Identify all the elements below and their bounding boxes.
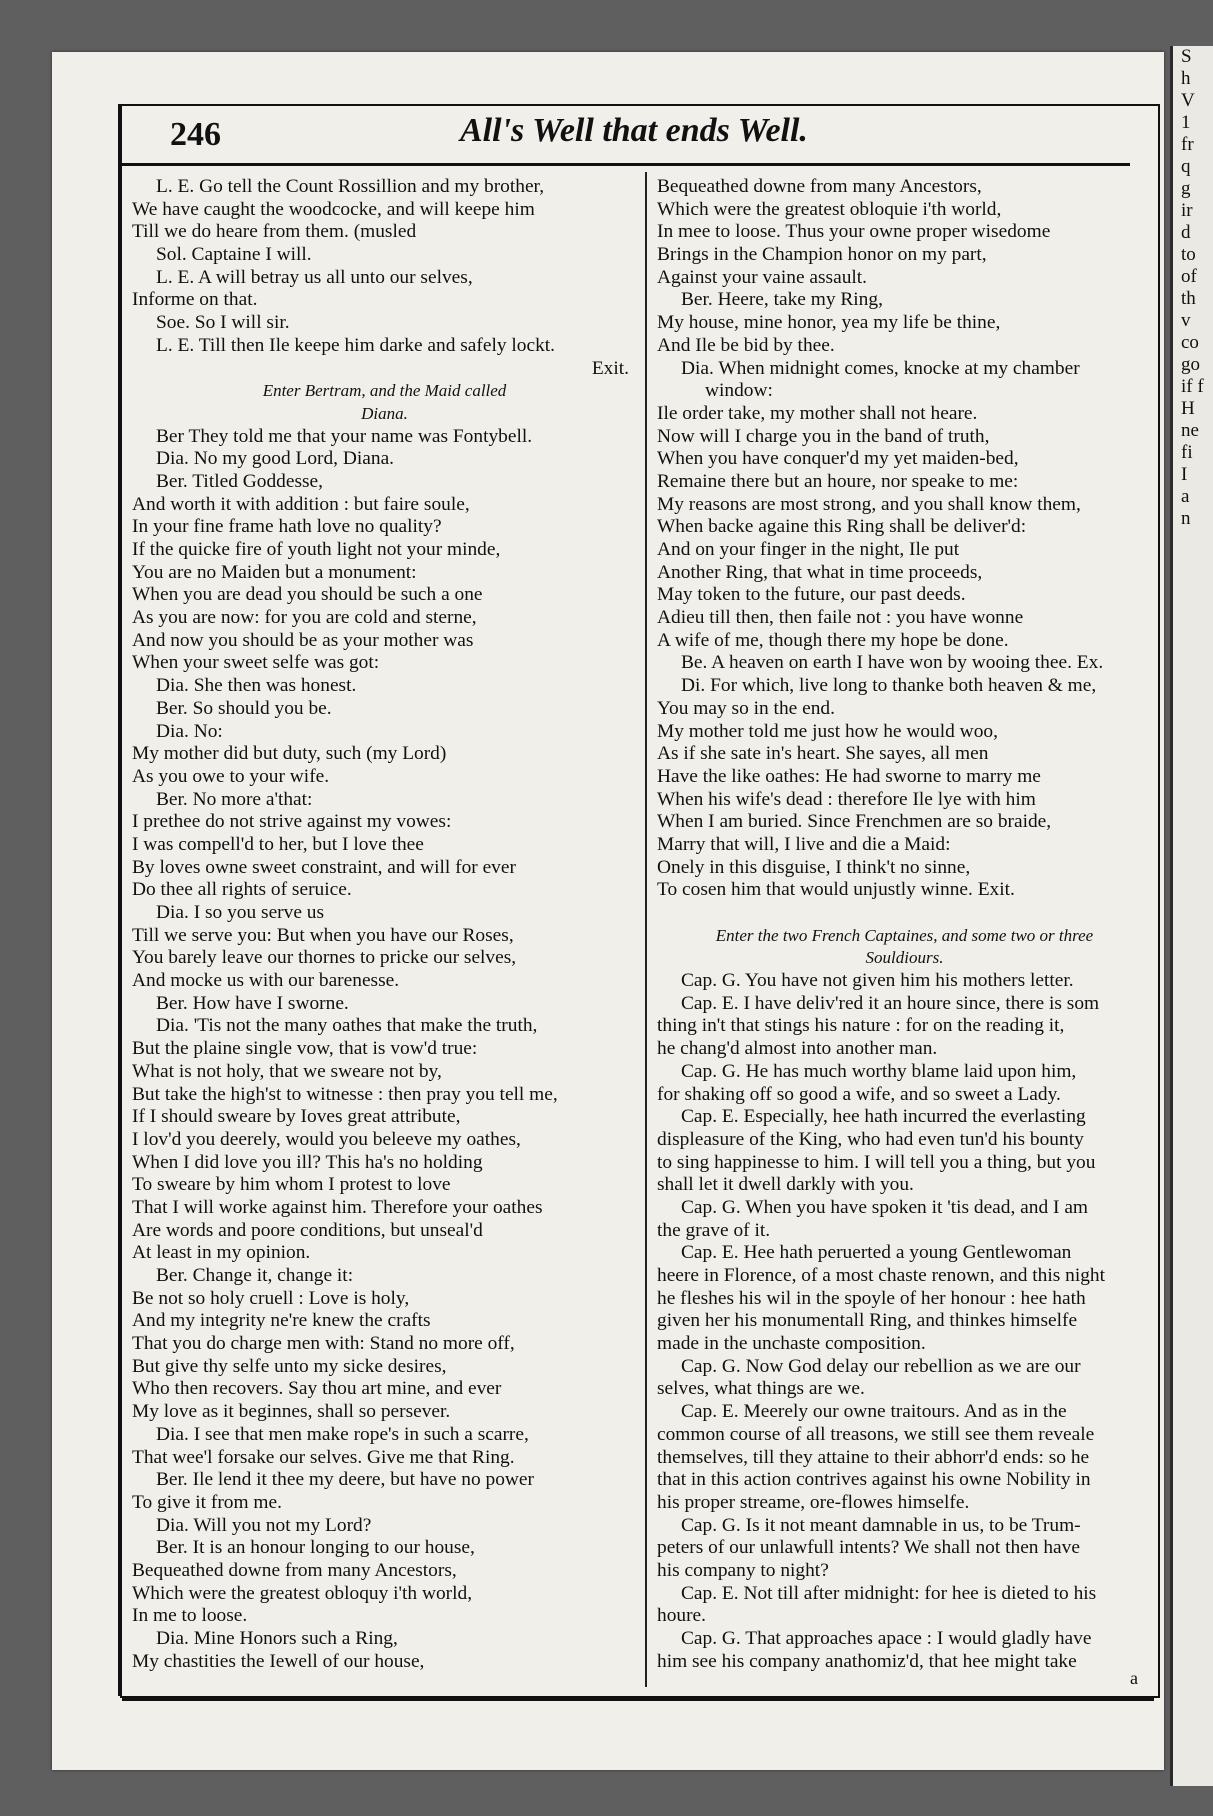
text-line: Dia. I see that men make rope's in such a scarre, bbox=[156, 1423, 529, 1445]
text-line: L. E. Till then Ile keepe him darke and safely lockt. bbox=[156, 334, 556, 356]
adjacent-page-fragment: v bbox=[1181, 310, 1191, 331]
adjacent-page-fragment: ir bbox=[1181, 200, 1193, 221]
text-line: Against your vaine assault. bbox=[657, 266, 868, 288]
adjacent-page-fragment: H bbox=[1181, 398, 1195, 419]
text-line: When you have conquer'd my yet maiden-bed, bbox=[657, 448, 1019, 470]
text-line: made in the unchaste composition. bbox=[657, 1333, 926, 1355]
text-line: As you are now: for you are cold and sterne, bbox=[132, 607, 477, 629]
text-line: When you are dead you should be such a one bbox=[132, 584, 483, 606]
text-line: Remaine there but an houre, nor speake to me: bbox=[657, 470, 1019, 492]
text-line: To cosen him that would unjustly winne. Exit. bbox=[657, 879, 1015, 901]
text-line: Exit. bbox=[591, 357, 629, 379]
text-line: Ber They told me that your name was Fontybell. bbox=[156, 425, 533, 447]
text-line: To sweare by him whom I protest to love bbox=[132, 1174, 451, 1196]
text-line: Dia. When midnight comes, knocke at my chamber bbox=[681, 357, 1080, 379]
text-line: selves, what things are we. bbox=[657, 1378, 865, 1400]
text-line: Informe on that. bbox=[132, 289, 258, 311]
text-line: Cap. E. Not till after midnight: for hee is dieted to his bbox=[681, 1582, 1097, 1604]
column-divider bbox=[645, 172, 647, 1687]
text-line: Dia. I so you serve us bbox=[156, 902, 325, 923]
text-line: that in this action contrives against his owne Nobility in bbox=[657, 1469, 1091, 1491]
text-line: My chastities the Iewell of our house, bbox=[132, 1650, 425, 1672]
text-line: given her his monumentall Ring, and thinkes himselfe bbox=[657, 1310, 1078, 1332]
right-column bbox=[657, 176, 1152, 1673]
text-line: That you do charge men with: Stand no more off, bbox=[132, 1333, 515, 1355]
header-rule bbox=[122, 163, 1130, 166]
text-line: the grave of it. bbox=[657, 1219, 771, 1241]
text-line: Sol. Captaine I will. bbox=[156, 244, 312, 266]
adjacent-page-fragment: q bbox=[1181, 156, 1191, 177]
text-line: Ber. No more a'that: bbox=[156, 788, 313, 810]
text-line: Cap. G. That approaches apace : I would gladly have bbox=[681, 1628, 1092, 1649]
adjacent-page-fragment: co bbox=[1181, 332, 1199, 353]
adjacent-page-fragment: of bbox=[1181, 266, 1197, 287]
adjacent-page-fragment: V bbox=[1181, 90, 1195, 111]
text-line: Cap. G. Is it not meant damnable in us, to be Trum- bbox=[681, 1514, 1081, 1536]
text-line: But take the high'st to witnesse : then pray you tell me, bbox=[132, 1083, 558, 1105]
text-line: common course of all treasons, we still see them reveale bbox=[657, 1423, 1095, 1445]
adjacent-page-fragment: S bbox=[1181, 46, 1192, 67]
text-line: Ber. So should you be. bbox=[156, 697, 332, 719]
text-line: But give thy selfe unto my sicke desires, bbox=[132, 1355, 447, 1377]
left-column bbox=[132, 176, 637, 1673]
catchword: a bbox=[1130, 1668, 1138, 1688]
adjacent-page-fragment: fr bbox=[1181, 134, 1194, 155]
text-line: Dia. Will you not my Lord? bbox=[156, 1514, 372, 1536]
text-line: Dia. No: bbox=[156, 720, 223, 742]
text-line: In your fine frame hath love no quality? bbox=[132, 516, 442, 538]
text-line: My reasons are most strong, and you shall know them, bbox=[657, 493, 1081, 515]
text-line: At least in my opinion. bbox=[132, 1242, 311, 1264]
adjacent-page-edge bbox=[1170, 46, 1213, 1786]
adjacent-page-fragment: go bbox=[1181, 354, 1200, 375]
text-line: Dia. 'Tis not the many oathes that make the truth, bbox=[156, 1015, 538, 1037]
text-line: Brings in the Champion honor on my part, bbox=[657, 244, 987, 266]
text-line: Ber. Titled Goddesse, bbox=[156, 470, 323, 492]
text-line: You barely leave our thornes to pricke our selves, bbox=[132, 947, 517, 969]
text-line: Dia. No my good Lord, Diana. bbox=[156, 448, 395, 470]
text-line: peters of our unlawfull intents? We shall not then have bbox=[657, 1537, 1080, 1559]
text-line: Cap. G. When you have spoken it 'tis dead, and I am bbox=[681, 1196, 1089, 1218]
text-line: Cap. E. I have deliv'red it an houre since, there is som bbox=[681, 992, 1100, 1014]
text-line: Till we do heare from them. (musled bbox=[132, 221, 417, 243]
text-line: Onely in this disguise, I think't no sinne, bbox=[657, 856, 971, 878]
text-line: Another Ring, that what in time proceeds, bbox=[657, 561, 983, 583]
adjacent-page-fragment: g bbox=[1181, 178, 1191, 199]
text-line: his proper streame, ore-flowes himselfe. bbox=[657, 1491, 970, 1513]
text-line: And mocke us with our barenesse. bbox=[132, 970, 400, 992]
text-line: As if she sate in's heart. She sayes, all men bbox=[657, 743, 989, 765]
text-line: Ile order take, my mother shall not heare. bbox=[657, 402, 978, 424]
text-line: Who then recovers. Say thou art mine, and ever bbox=[132, 1378, 502, 1400]
text-line: But the plaine single vow, that is vow'd true: bbox=[132, 1038, 478, 1060]
text-line: I was compell'd to her, but I love thee bbox=[132, 833, 424, 855]
text-line: him see his company anathomiz'd, that hee might take bbox=[657, 1650, 1077, 1672]
text-line: thing in't that stings his nature : for on the reading it, bbox=[657, 1015, 1065, 1037]
text-line: Which were the greatest obloquy i'th world, bbox=[132, 1582, 473, 1604]
text-line: May token to the future, our past deeds. bbox=[657, 584, 966, 606]
text-line: shall let it dwell darkly with you. bbox=[657, 1174, 914, 1196]
text-line: If I should sweare by Ioves great attribute, bbox=[132, 1106, 461, 1128]
text-line: Marry that will, I live and die a Maid: bbox=[657, 833, 951, 855]
text-line: That I will worke against him. Therefore your oathes bbox=[132, 1196, 543, 1218]
text-line: Ber. Ile lend it thee my deere, but have no power bbox=[156, 1469, 534, 1491]
text-line: to sing happinesse to him. I will tell you a thing, but you bbox=[657, 1151, 1096, 1173]
text-line: Soe. So I will sir. bbox=[156, 312, 290, 334]
text-line: And on your finger in the night, Ile put bbox=[657, 539, 960, 560]
text-line: A wife of me, though there my hope be done. bbox=[657, 629, 1009, 651]
text-line: If the quicke fire of youth light not your minde, bbox=[132, 539, 501, 560]
adjacent-page-fragment: I bbox=[1181, 464, 1188, 485]
text-line: Ber. Heere, take my Ring, bbox=[681, 289, 883, 311]
text-line: My mother did but duty, such (my Lord) bbox=[132, 743, 447, 765]
text-line: Dia. She then was honest. bbox=[156, 675, 357, 697]
text-line: Do thee all rights of seruice. bbox=[132, 879, 352, 901]
text-line: he fleshes his wil in the spoyle of her honour : hee hath bbox=[657, 1287, 1086, 1309]
text-line: When his wife's dead : therefore Ile lye with him bbox=[657, 788, 1036, 810]
text-line: And Ile be bid by thee. bbox=[657, 334, 835, 356]
text-line: Souldiours. bbox=[865, 948, 944, 968]
text-line: Which were the greatest obloquie i'th world, bbox=[657, 198, 1002, 220]
text-line: My mother told me just how he would woo, bbox=[657, 720, 998, 742]
text-line: Have the like oathes: He had sworne to marry me bbox=[657, 765, 1041, 787]
text-line: And now you should be as your mother was bbox=[132, 629, 474, 651]
text-line: Di. For which, live long to thanke both heaven & me, bbox=[681, 675, 1097, 697]
text-line: I prethee do not strive against my vowes: bbox=[132, 811, 452, 833]
adjacent-page-fragment: 1 bbox=[1181, 112, 1191, 133]
adjacent-page-fragment: n bbox=[1181, 508, 1191, 529]
adjacent-page-fragment: fi bbox=[1181, 442, 1193, 463]
text-line: window: bbox=[705, 380, 773, 402]
text-line: Cap. G. Now God delay our rebellion as we are our bbox=[681, 1355, 1081, 1377]
text-line: Enter the two French Captaines, and some two or three bbox=[715, 925, 1094, 945]
text-line: You are no Maiden but a monument: bbox=[132, 561, 417, 583]
text-line: he chang'd almost into another man. bbox=[657, 1038, 938, 1060]
text-line: Cap. E. Hee hath peruerted a young Gentlewoman bbox=[681, 1242, 1072, 1264]
text-line: In mee to loose. Thus your owne proper wisedome bbox=[657, 221, 1051, 243]
text-line: By loves owne sweet constraint, and will for ever bbox=[132, 856, 516, 878]
text-line: heere in Florence, of a most chaste renown, and this night bbox=[657, 1265, 1106, 1286]
text-line bbox=[657, 902, 1152, 925]
text-line: his company to night? bbox=[657, 1559, 829, 1581]
text-line: Diana. bbox=[361, 403, 408, 423]
text-line: for shaking off so good a wife, and so sweet a Lady. bbox=[657, 1083, 1061, 1105]
text-line: L. E. A will betray us all unto our selves, bbox=[156, 266, 473, 288]
text-line: Bequeathed downe from many Ancestors, bbox=[132, 1559, 457, 1581]
text-line: Cap. G. You have not given him his mothers letter. bbox=[681, 970, 1074, 992]
adjacent-page-fragment: th bbox=[1181, 288, 1196, 309]
text-line: What is not holy, that we sweare not by, bbox=[132, 1060, 442, 1082]
adjacent-page-fragment: h bbox=[1181, 68, 1191, 89]
adjacent-page-fragment: if f bbox=[1181, 376, 1204, 397]
text-line: I lov'd you deerely, would you beleeve my oathes, bbox=[132, 1128, 521, 1150]
text-line: And my integrity ne're knew the crafts bbox=[132, 1310, 431, 1332]
text-line: Cap. G. He has much worthy blame laid upon him, bbox=[681, 1060, 1077, 1082]
text-line: Enter Bertram, and the Maid called bbox=[262, 381, 507, 401]
text-line: Dia. Mine Honors such a Ring, bbox=[156, 1628, 398, 1649]
text-line: Are words and poore conditions, but unseal'd bbox=[132, 1219, 483, 1241]
text-line: When your sweet selfe was got: bbox=[132, 652, 380, 674]
text-line: displeasure of the King, who had even tun'd his bounty bbox=[657, 1128, 1084, 1150]
text-line: Ber. It is an honour longing to our house, bbox=[156, 1537, 475, 1559]
running-title: All's Well that ends Well. bbox=[460, 112, 808, 149]
text-line: Adieu till then, then faile not : you have wonne bbox=[657, 607, 1024, 629]
text-line: houre. bbox=[657, 1605, 706, 1627]
page-number: 246 bbox=[170, 116, 221, 153]
text-line: When I did love you ill? This ha's no holding bbox=[132, 1151, 483, 1173]
text-line: You may so in the end. bbox=[657, 697, 835, 719]
text-line: As you owe to your wife. bbox=[132, 765, 330, 787]
text-line: When I am buried. Since Frenchmen are so braide, bbox=[657, 811, 1052, 833]
bottom-rule bbox=[122, 1698, 1154, 1701]
text-line: Ber. How have I sworne. bbox=[156, 992, 349, 1014]
text-line: My house, mine honor, yea my life be thine, bbox=[657, 312, 1001, 334]
adjacent-page-fragment: d bbox=[1181, 222, 1191, 243]
text-line: We have caught the woodcocke, and will keepe him bbox=[132, 198, 535, 220]
text-line: Cap. E. Meerely our owne traitours. And as in the bbox=[681, 1401, 1067, 1423]
adjacent-page-fragment: ne bbox=[1181, 420, 1199, 441]
text-line: Ber. Change it, change it: bbox=[156, 1265, 354, 1286]
text-line: My love as it beginnes, shall so persever. bbox=[132, 1401, 451, 1423]
adjacent-page-fragment: to bbox=[1181, 244, 1196, 265]
left-rule bbox=[118, 104, 121, 1696]
text-line: Be not so holy cruell : Love is holy, bbox=[132, 1287, 410, 1309]
text-line: Bequeathed downe from many Ancestors, bbox=[657, 176, 982, 197]
text-line: Now will I charge you in the band of truth, bbox=[657, 425, 990, 447]
text-line: themselves, till they attaine to their abhorr'd ends: so he bbox=[657, 1446, 1090, 1468]
text-line: And worth it with addition : but faire soule, bbox=[132, 493, 470, 515]
text-line: When backe againe this Ring shall be deliver'd: bbox=[657, 516, 1027, 538]
text-line: Be. A heaven on earth I have won by wooing thee. Ex. bbox=[681, 652, 1104, 674]
text-line: To give it from me. bbox=[132, 1491, 282, 1513]
text-line: L. E. Go tell the Count Rossillion and my brother, bbox=[156, 176, 545, 197]
adjacent-page-fragment: a bbox=[1181, 486, 1190, 507]
text-line: In me to loose. bbox=[132, 1605, 248, 1627]
text-line: Till we serve you: But when you have our Roses, bbox=[132, 924, 514, 946]
text-line: That wee'l forsake our selves. Give me that Ring. bbox=[132, 1446, 515, 1468]
text-line: Cap. E. Especially, hee hath incurred the everlasting bbox=[681, 1106, 1086, 1128]
